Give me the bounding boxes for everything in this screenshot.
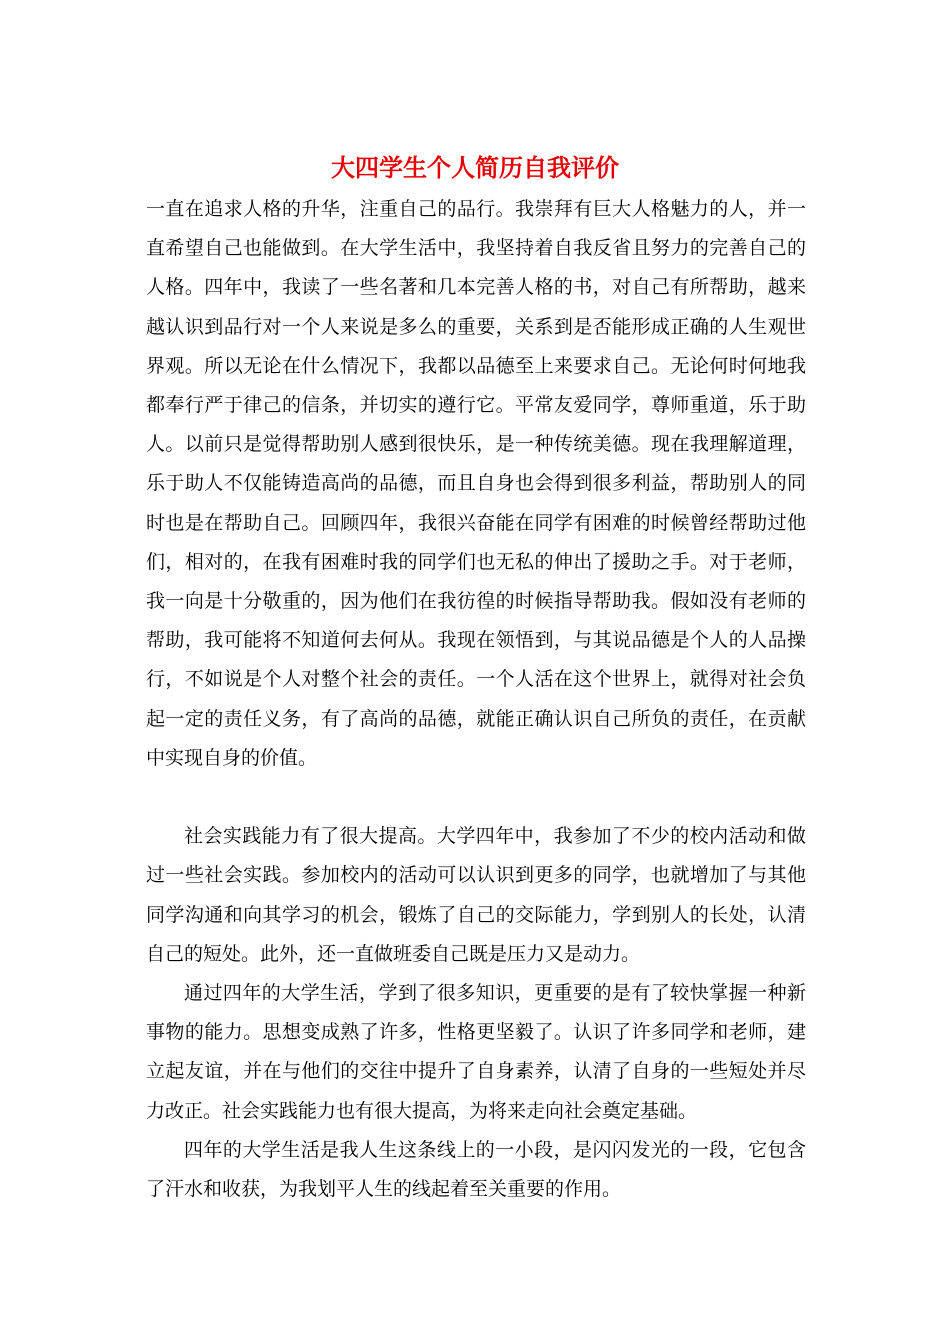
paragraph-conclusion: 四年的大学生活是我人生这条线上的一小段，是闪闪发光的一段，它包含了汗水和收获，为我划平人生的线起着至关重要的作用。 [146,1138,806,1201]
document-title: 大四学生个人简历自我评价 [331,153,619,182]
document-body [146,190,806,1209]
paragraph-personal-character: 一直在追求人格的升华，注重自己的品行。我崇拜有巨大人格魅力的人，并一直希望自己也能做到。在大学生活中，我坚持着自我反省且努力的完善自己的人格。四年中，我读了一些名著和几本完善人格的书，对自己有所帮助，越来越认识到品行对一个人来说是多么的重要，关系到是否能形成正确的人生观世界观。所以无论在什么情况下，我都以品德至上来要求自己。无论何时何地我都奉行严于律己的信条，并切实的遵行它。平常友爱同学，尊师重道，乐于助人。以前只是觉得帮助别人感到很快乐，是一种传统美德。现在我理解道理，乐于助人不仅能铸造高尚的品德，而且自身也会得到很多利益，帮助别人的同时也是在帮助自己。回顾四年，我很兴奋能在同学有困难的时候曾经帮助过他们，相对的，在我有困难时我的同学们也无私的伸出了援助之手。对于老师，我一向是十分敬重的，因为他们在我彷徨的时候指导帮助我。假如没有老师的帮助，我可能将不知道何去何从。我现在领悟到，与其说品德是个人的人品操行，不如说是个人对整个社会的责任。一个人活在这个世界上，就得对社会负起一定的责任义务，有了高尚的品德，就能正确认识自己所负的责任，在贡献中实现自身的价值。 [146,198,806,769]
paragraph-university-growth: 通过四年的大学生活，学到了很多知识，更重要的是有了较快掌握一种新事物的能力。思想变成熟了许多，性格更坚毅了。认识了许多同学和老师，建立起友谊，并在与他们的交往中提升了自身素养，认清了自身的一些短处并尽力改正。社会实践能力也有很大提高，为将来走向社会奠定基础。 [146,982,806,1122]
paragraph-social-practice: 社会实践能力有了很大提高。大学四年中，我参加了不少的校内活动和做过一些社会实践。参加校内的活动可以认识到更多的同学，也就增加了与其他同学沟通和向其学习的机会，锻炼了自己的交际能力，学到别人的长处，认清自己的短处。此外，还一直做班委自己既是压力又是动力。 [146,825,806,965]
